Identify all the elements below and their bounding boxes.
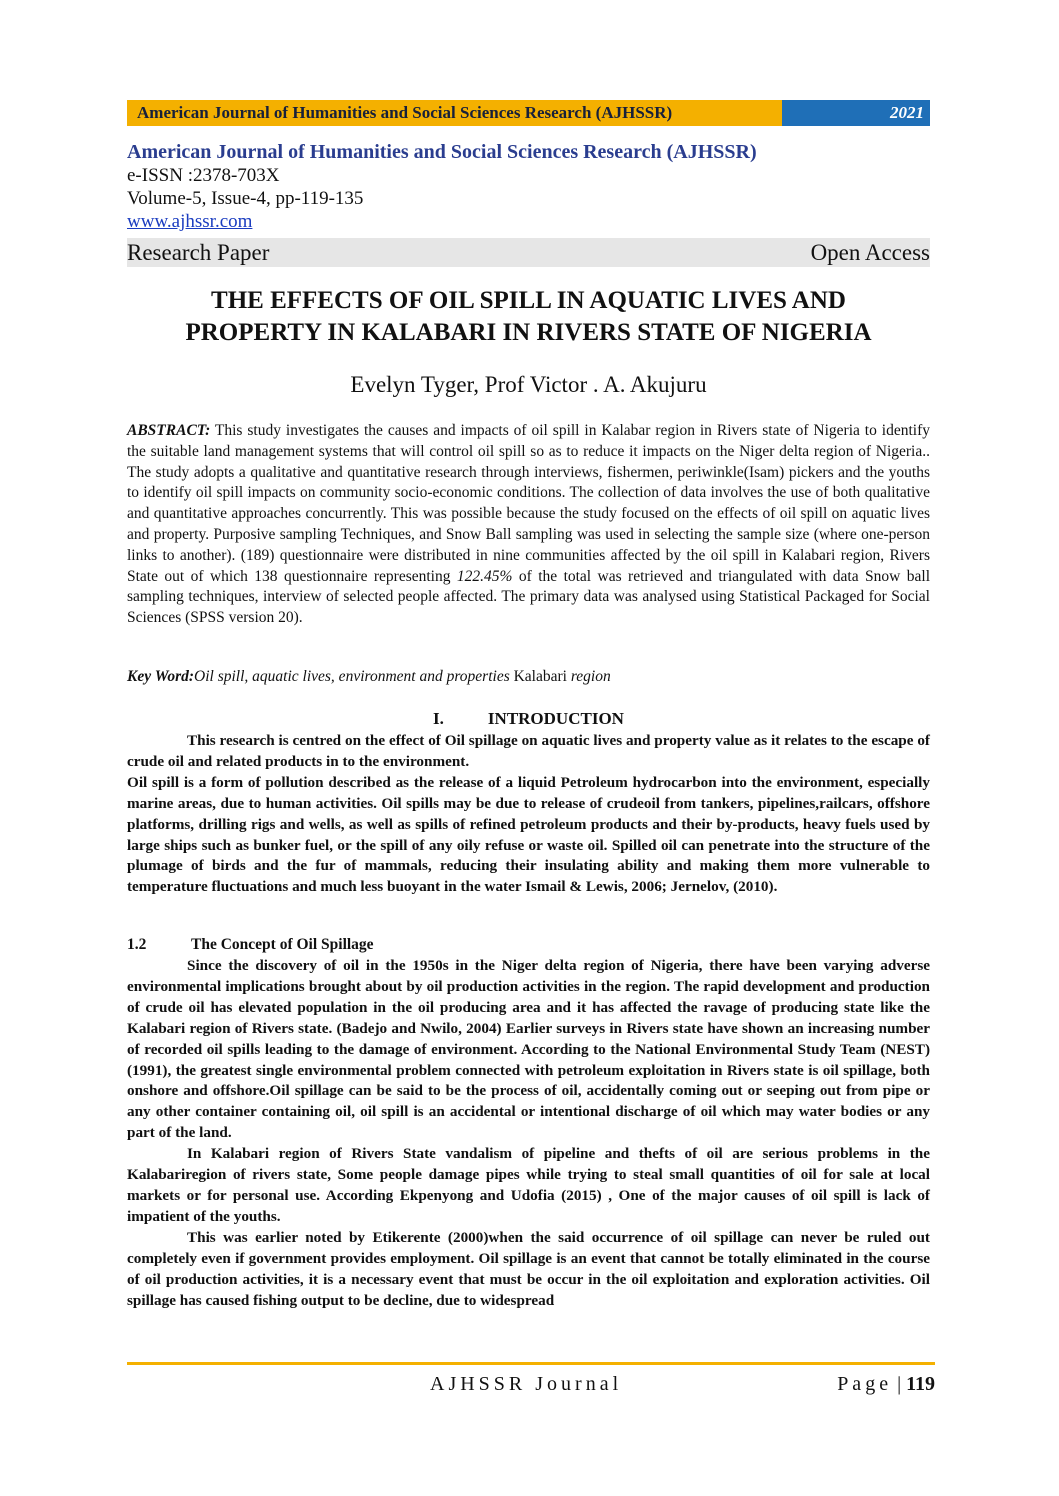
concept-paragraph-1: Since the discovery of oil in the 1950s in the Niger delta region of Nigeria, there have been varying adverse environmental implications brought about by oil production activities in the region. The rapid development and production of crude oil has elevated population in the oil producing area and it has affected the ravage of producing state like the Kalabari region of Rivers state. (Badejo and Nwilo, 2004) Earlier surveys in Rivers state have shown an increasing number of recorded oil spills leading to the damage of environment. According to the National Environmental Study Team (NEST) (1991), the greatest single environmental problem connected with petroleum exploitation in Rivers state is oil spillage, both onshore and offshore.Oil spillage can be said to be the process of oil, accidentally coming out or seeping out from pipe or any other container containing oil, oil spill is an accidental or intentional discharge of oil which may water bodies or any part of the land. <box>127 957 930 1142</box>
article-authors: Evelyn Tyger, Prof Victor . A. Akujuru <box>350 372 707 397</box>
concept-body <box>127 956 930 1311</box>
intro-paragraph-1: This research is centred on the effect of Oil spillage on aquatic lives and property value as it relates to the escape of crude oil and related products in to the environment. <box>127 732 930 770</box>
abstract-label: ABSTRACT: <box>127 422 211 439</box>
page-label: Page <box>837 1373 893 1395</box>
running-header-year: 2021 <box>782 100 930 126</box>
subsection-title: The Concept of Oil Spillage <box>191 936 374 953</box>
access-type: Open Access <box>810 240 930 265</box>
keywords-text-3: region <box>570 668 611 685</box>
paper-type: Research Paper <box>127 240 270 265</box>
introduction-body <box>127 731 930 898</box>
concept-paragraph-2: In Kalabari region of Rivers State vandalism of pipeline and thefts of oil are serious problems in the Kalabariregion of rivers state, Some people damage pipes while trying to steal small quantities of oil for sale at local markets or for personal use. According Ekpenyong and Udofia (2015) , One of the major causes of oil spill is lack of impatient of the youths. <box>127 1145 930 1225</box>
footer-journal: AJHSSR Journal <box>430 1373 623 1395</box>
running-header-journal: American Journal of Humanities and Social Sciences Research (AJHSSR) <box>127 100 782 126</box>
title-line-1: THE EFFECTS OF OIL SPILL IN AQUATIC LIVES AND <box>211 287 846 314</box>
journal-info <box>127 141 930 233</box>
issn: e-ISSN :2378-703X <box>127 165 280 186</box>
journal-title: American Journal of Humanities and Social Sciences Research (AJHSSR) <box>127 141 757 163</box>
keywords-text-2: Kalabari <box>509 668 571 685</box>
journal-url-link[interactable]: www.ajhssr.com <box>127 211 253 232</box>
subsection-number: 1.2 <box>127 936 147 953</box>
article-title <box>120 285 937 349</box>
keywords-text-1: Oil spill, aquatic lives, environment and properties <box>194 668 510 685</box>
keywords-label: Key Word: <box>127 668 195 685</box>
volume-info: Volume-5, Issue-4, pp-119-135 <box>127 188 364 209</box>
running-header <box>127 100 930 126</box>
abstract-percent: 122.45% <box>456 567 513 585</box>
keywords <box>127 667 930 688</box>
intro-paragraph-2: Oil spill is a form of pollution described as the release of a liquid Petroleum hydrocarbon into the environment, especially marine areas, due to human activities. Oil spills may be due to release of crudeoil from tankers, pipelines,railcars, offshore platforms, drilling rigs and wells, as well as spills of refined petroleum products and their by-products, heavy fuels used by large ships such as bunker fuel, or the spill of any oily refuse or waste oil. Spilled oil can penetrate into the structure of the plumage of birds and the fur of mammals, reducing their insulating ability and making them more vulnerable to temperature fluctuations and much less buoyant in the water Ismail & Lewis, 2006; Jernelov, (2010). <box>127 773 930 896</box>
title-line-2: PROPERTY IN KALABARI IN RIVERS STATE OF NIGERIA <box>185 319 872 346</box>
page-separator: | <box>897 1373 902 1395</box>
subsection-heading-concept <box>127 935 930 955</box>
paper-type-bar <box>127 238 930 267</box>
section-title: INTRODUCTION <box>487 709 624 728</box>
section-number: I. <box>433 709 444 728</box>
section-heading-introduction <box>127 708 930 730</box>
page-footer <box>127 1371 935 1397</box>
concept-paragraph-3: This was earlier noted by Etikerente (2000)when the said occurrence of oil spillage can never be ruled out completely even if government provides employment. Oil spillage is an event that cannot be totally eliminated in the course of oil production activities, it is a necessary event that must be occur in the oil exploitation and exploration activities. Oil spillage has caused fishing output to be decline, due to widespread <box>127 1228 930 1309</box>
abstract-text-1: This study investigates the causes and impacts of oil spill in Kalabar region in Rivers state of Nigeria to identify the suitable land management systems that will control oil spill so as to reduce it impacts on the Niger delta region of Nigeria.. The study adopts a qualitative and quantitative research through interviews, fishermen, periwinkle(Isam) pickers and the youths to identify oil spill impacts on community socio-economic conditions. The collection of data involves the use of both qualitative and quantitative approaches concurrently. This was possible because the study focused on the effects of oil spill on aquatic lives and property. Purposive sampling Techniques, and Snow Ball sampling was used in selecting the sample size (where one-person links to another). (189) questionnaire were distributed in nine communities affected by the oil spill in Kalabari region, Rivers State out of which 138 questionnaire representing <box>127 422 930 585</box>
page-number: 119 <box>906 1373 935 1395</box>
abstract-text-2: of the total was retrieved and triangulated with data Snow ball sampling techniques, interview of selected people affected. The primary data was analysed using Statistical Packaged for Social Sciences (SPSS version 20). <box>127 567 930 627</box>
footer-divider <box>127 1362 935 1365</box>
abstract <box>127 421 930 629</box>
footer-page <box>837 1371 935 1397</box>
